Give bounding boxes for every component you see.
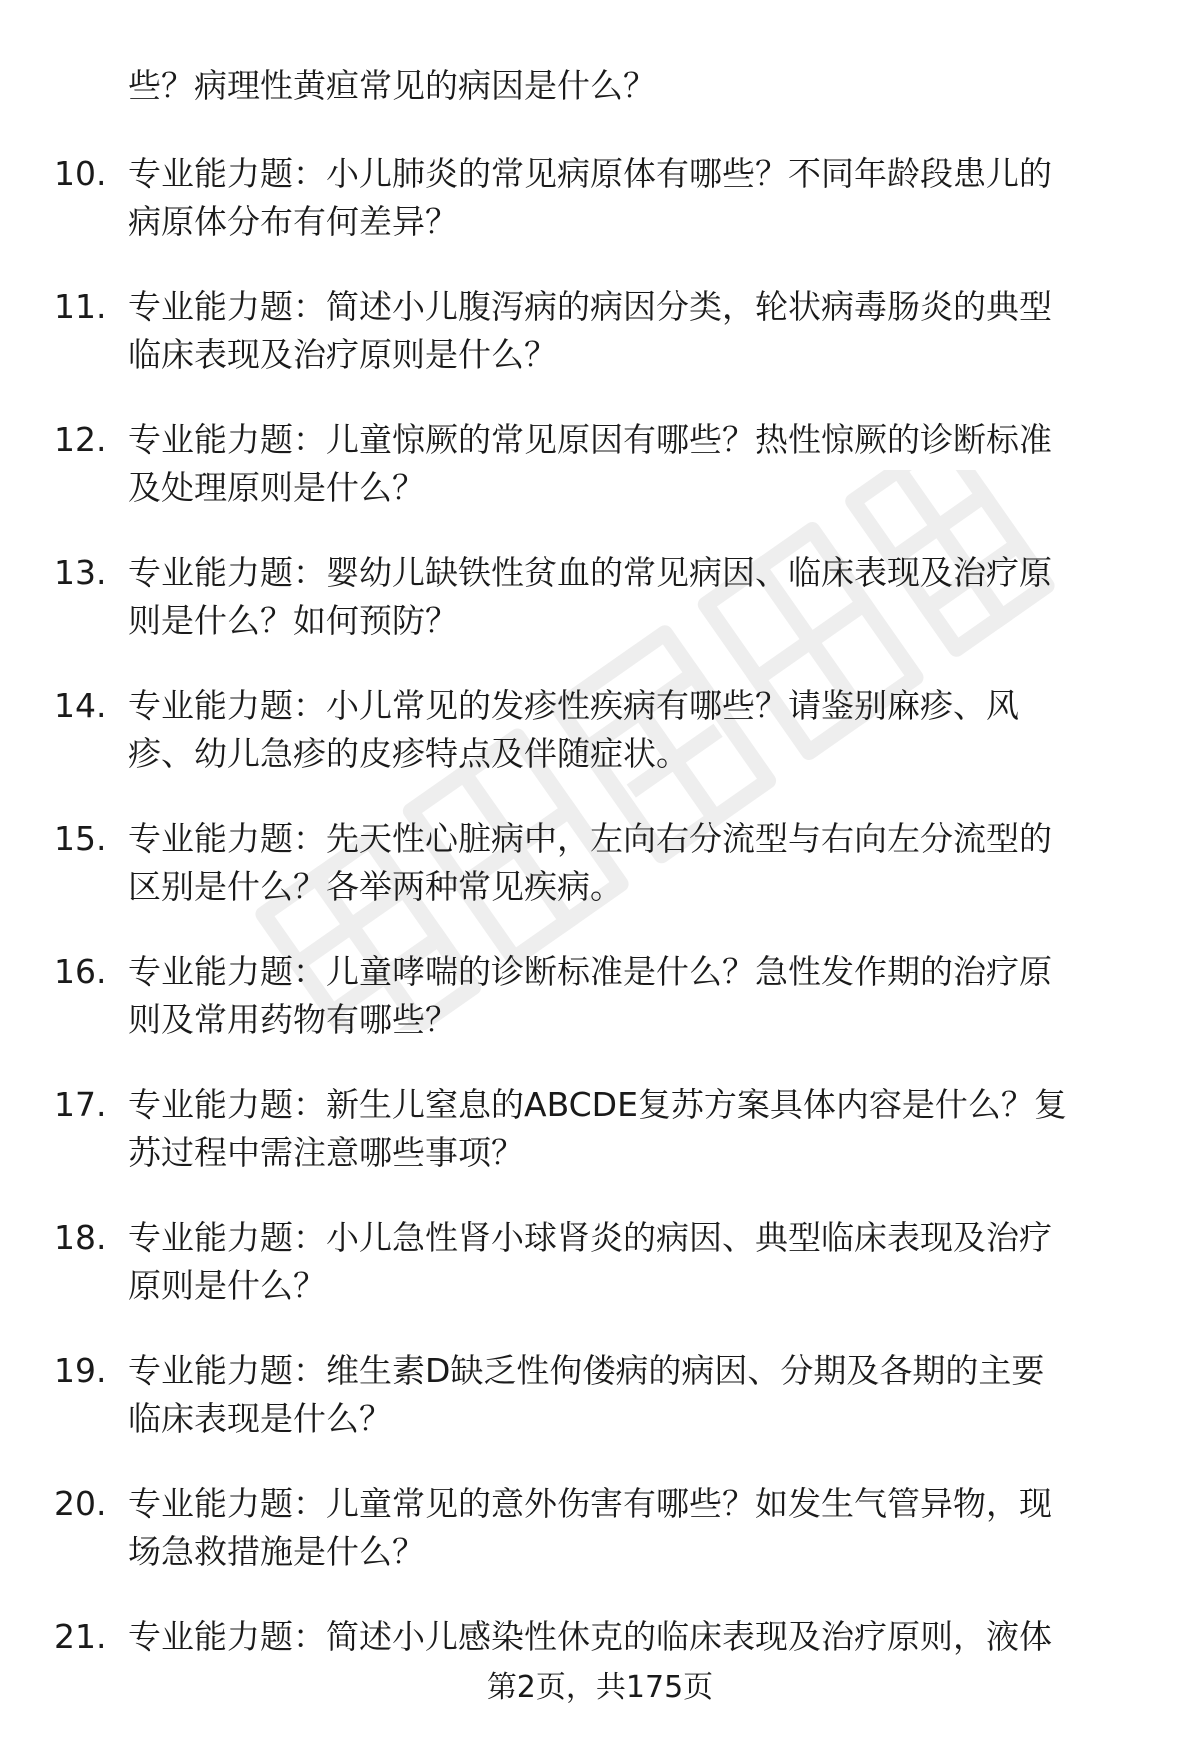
question-text [128, 549, 1158, 645]
question-text-line: 专业能力题：儿童哮喘的诊断标准是什么？急性发作期的治疗原 [128, 952, 1052, 991]
continued-question-text: 些？病理性黄疸常见的病因是什么？ [128, 66, 656, 105]
question-number: 15. [54, 819, 107, 858]
question-number: 11. [54, 287, 107, 326]
page-footer: 第2页，共175页 [486, 1670, 714, 1705]
question-text-line: 原则是什么？ [128, 1266, 326, 1305]
question-item [0, 948, 1200, 1081]
question-text-line: 临床表现及治疗原则是什么？ [128, 335, 557, 374]
question-text-line: 专业能力题：儿童常见的意外伤害有哪些？如发生气管异物，现 [128, 1484, 1052, 1523]
question-text-line: 临床表现是什么？ [128, 1399, 392, 1438]
question-text-line: 专业能力题：婴幼儿缺铁性贫血的常见病因、临床表现及治疗原 [128, 553, 1052, 592]
question-text [128, 1347, 1158, 1443]
question-number: 16. [54, 952, 107, 991]
question-item [0, 549, 1200, 682]
question-text [128, 948, 1158, 1044]
question-text-line: 专业能力题：维生素D缺乏性佝偻病的病因、分期及各期的主要 [128, 1351, 1045, 1390]
question-text-line: 区别是什么？各举两种常见疾病。 [128, 867, 623, 906]
question-text-line: 专业能力题：儿童惊厥的常见原因有哪些？热性惊厥的诊断标准 [128, 420, 1052, 459]
question-number: 19. [54, 1351, 107, 1390]
question-text [128, 150, 1158, 246]
question-number: 10. [54, 154, 107, 193]
question-number: 18. [54, 1218, 107, 1257]
question-number: 13. [54, 553, 107, 592]
question-text [128, 1214, 1158, 1310]
question-text [128, 283, 1158, 379]
question-item [0, 1081, 1200, 1214]
question-text-line: 场急救措施是什么？ [128, 1532, 425, 1571]
question-number: 14. [54, 686, 107, 725]
question-item [0, 1347, 1200, 1480]
question-item [0, 283, 1200, 416]
question-text-line: 及处理原则是什么？ [128, 468, 425, 507]
question-text-line: 专业能力题：小儿肺炎的常见病原体有哪些？不同年龄段患儿的 [128, 154, 1052, 193]
question-text-line: 疹、幼儿急疹的皮疹特点及伴随症状。 [128, 734, 689, 773]
question-text-line: 专业能力题：先天性心脏病中，左向右分流型与右向左分流型的 [128, 819, 1052, 858]
question-text [128, 1081, 1158, 1177]
question-text [128, 1613, 1158, 1661]
question-text-line: 苏过程中需注意哪些事项？ [128, 1133, 524, 1172]
question-text-line: 专业能力题：新生儿窒息的ABCDE复苏方案具体内容是什么？复 [128, 1085, 1067, 1124]
question-text-line: 专业能力题：简述小儿感染性休克的临床表现及治疗原则，液体 [128, 1617, 1052, 1656]
question-text [128, 815, 1158, 911]
question-text [128, 416, 1158, 512]
question-text-line: 则及常用药物有哪些？ [128, 1000, 458, 1039]
question-text-line: 专业能力题：小儿常见的发疹性疾病有哪些？请鉴别麻疹、风 [128, 686, 1019, 725]
question-item [0, 150, 1200, 283]
question-text-line: 则是什么？如何预防？ [128, 601, 458, 640]
question-text-line: 病原体分布有何差异？ [128, 202, 458, 241]
question-text [128, 682, 1158, 778]
question-item [0, 682, 1200, 815]
question-item [0, 815, 1200, 948]
question-item [0, 1480, 1200, 1613]
question-number: 21. [54, 1617, 107, 1656]
question-number: 17. [54, 1085, 107, 1124]
question-text-line: 专业能力题：小儿急性肾小球肾炎的病因、典型临床表现及治疗 [128, 1218, 1052, 1257]
question-list [0, 150, 1200, 1746]
question-text [128, 1480, 1158, 1576]
question-number: 12. [54, 420, 107, 459]
question-item [0, 416, 1200, 549]
question-number: 20. [54, 1484, 107, 1523]
question-item [0, 1214, 1200, 1347]
question-text-line: 专业能力题：简述小儿腹泻病的病因分类，轮状病毒肠炎的典型 [128, 287, 1052, 326]
